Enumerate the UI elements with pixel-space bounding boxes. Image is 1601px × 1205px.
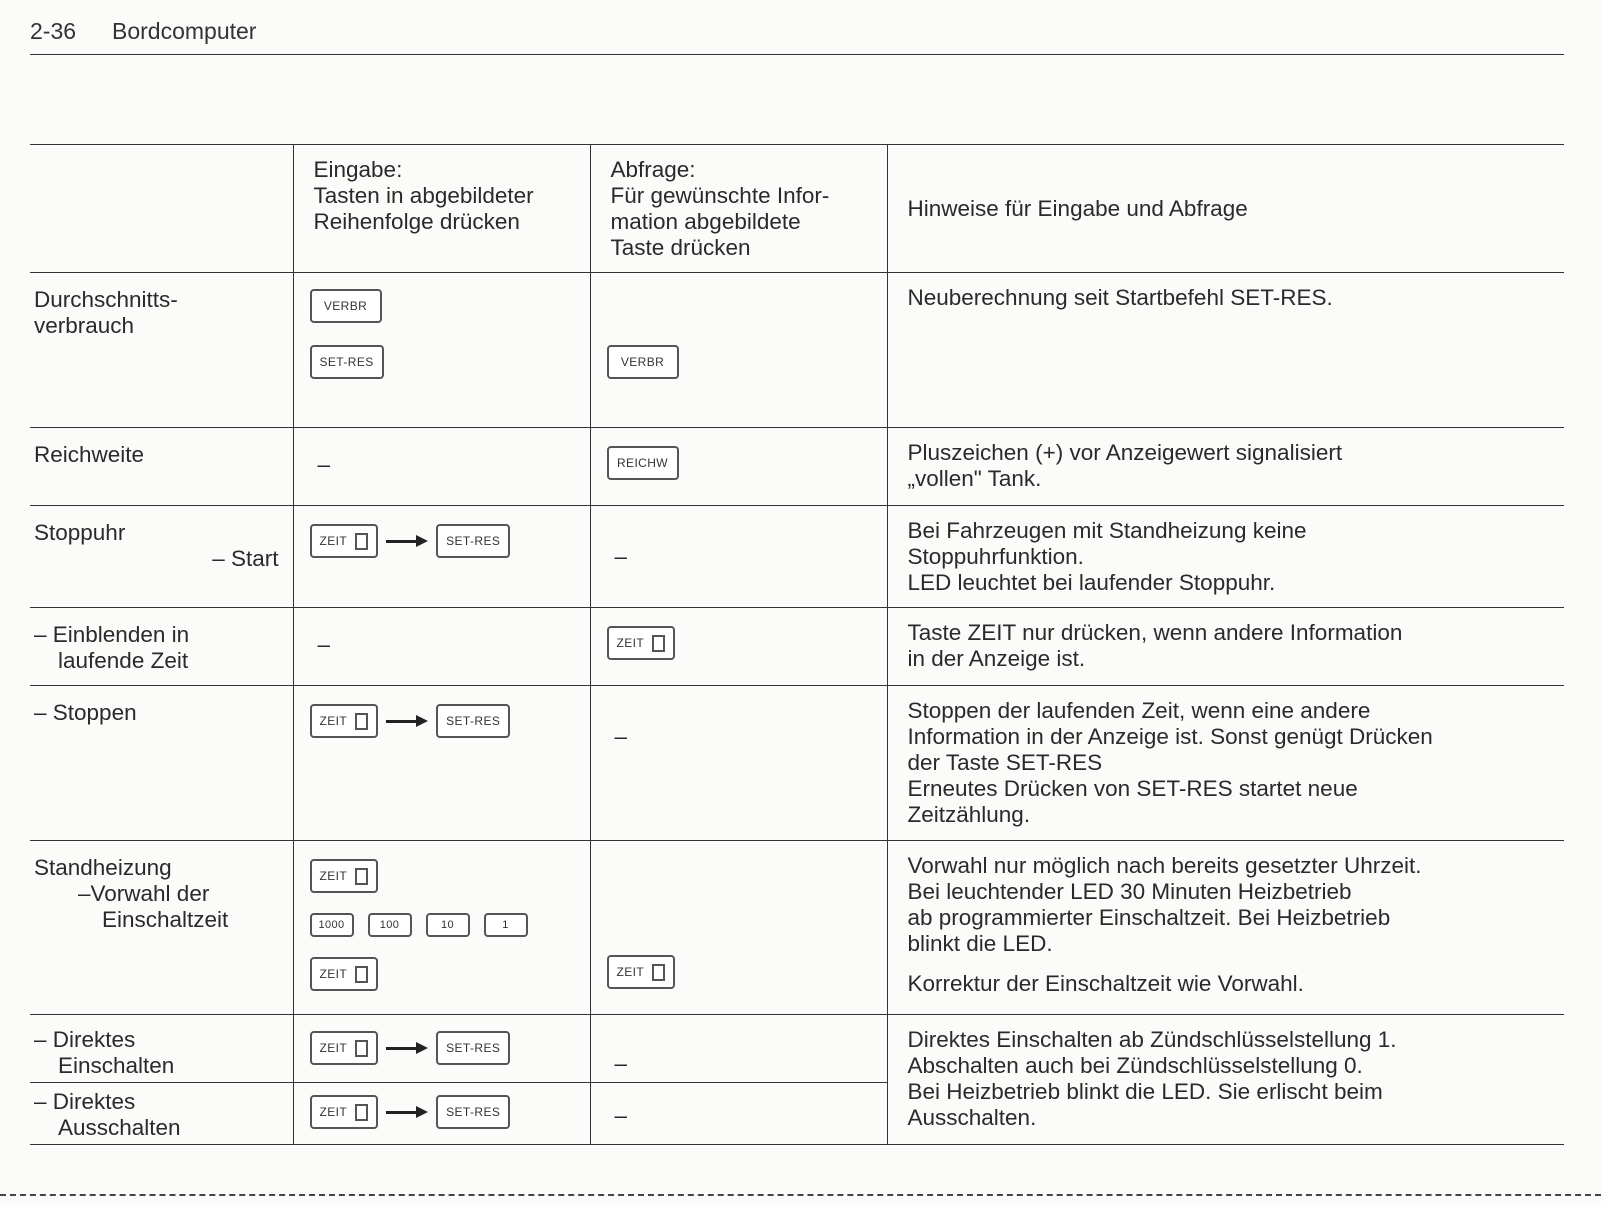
row-label-einblenden: – Einblenden in laufende Zeit <box>34 622 190 673</box>
row-label-stoppuhr: Stoppuhr – Start <box>34 520 279 571</box>
header-rule <box>30 54 1564 55</box>
table-header-row <box>30 145 1564 273</box>
eingabe-cell <box>293 1015 590 1083</box>
abfrage-cell <box>590 1015 887 1083</box>
eingabe-cell <box>293 1083 590 1145</box>
page-header <box>30 18 256 45</box>
arrow-right-icon <box>386 535 428 547</box>
eingabe-cell <box>293 428 590 506</box>
row-label-stoppen: – Stoppen <box>34 700 137 725</box>
key-10: 10 <box>426 913 470 937</box>
table-row <box>30 841 1564 1015</box>
zeit-key: ZEIT <box>310 1031 379 1065</box>
row-label-reichweite: Reichweite <box>34 442 145 467</box>
zeit-key: ZEIT <box>310 704 379 738</box>
note-cell: Taste ZEIT nur drücken, wenn andere Information in der Anzeige ist. <box>887 608 1564 686</box>
abfrage-cell <box>590 1083 887 1145</box>
set-res-key: SET-RES <box>310 345 384 379</box>
note-cell: Pluszeichen (+) vor Anzeigewert signalisiert „vollen" Tank. <box>887 428 1564 506</box>
led-box-icon <box>355 1104 368 1121</box>
col-header-hinweise: Hinweise für Eingabe und Abfrage <box>887 145 1564 273</box>
abfrage-cell <box>590 841 887 1015</box>
zeit-key: ZEIT <box>310 524 379 558</box>
eingabe-cell <box>293 841 590 1015</box>
set-res-key: SET-RES <box>436 704 510 738</box>
row-label-direkt-aus: – Direktes Ausschalten <box>34 1089 181 1140</box>
led-box-icon <box>652 964 665 981</box>
col-header-abfrage: Abfrage: Für gewünschte Infor- mation abgebildete Taste drücken <box>590 145 887 273</box>
note-cell: Bei Fahrzeugen mit Standheizung keine Stoppuhrfunktion. LED leuchtet bei laufender Stoppuhr. <box>887 506 1564 608</box>
row-label-direkt-ein: – Direktes Einschalten <box>34 1027 175 1078</box>
set-res-key: SET-RES <box>436 1031 510 1065</box>
zeit-key: ZEIT <box>607 955 676 989</box>
led-box-icon <box>652 635 665 652</box>
table-row <box>30 608 1564 686</box>
dash: – <box>614 1051 628 1076</box>
table-row <box>30 1015 1564 1083</box>
key-1: 1 <box>484 913 528 937</box>
table-row <box>30 273 1564 428</box>
table-row <box>30 686 1564 841</box>
set-res-key: SET-RES <box>436 524 510 558</box>
empty-corner-cell <box>30 145 293 273</box>
dash: – <box>317 632 331 657</box>
zeit-key: ZEIT <box>310 1095 379 1129</box>
key-1000: 1000 <box>310 913 354 937</box>
arrow-right-icon <box>386 1042 428 1054</box>
led-box-icon <box>355 966 368 983</box>
table-row <box>30 428 1564 506</box>
function-table <box>30 144 1564 1145</box>
page-number: 2-36 <box>30 18 77 44</box>
note-cell: Neuberechnung seit Startbefehl SET-RES. <box>887 273 1564 428</box>
verbr-key: VERBR <box>607 345 679 379</box>
eingabe-cell <box>293 608 590 686</box>
verbr-key: VERBR <box>310 289 382 323</box>
eingabe-cell <box>293 506 590 608</box>
abfrage-cell <box>590 428 887 506</box>
key-100: 100 <box>368 913 412 937</box>
col-header-eingabe: Eingabe: Tasten in abgebildeter Reihenfolge drücken <box>293 145 590 273</box>
arrow-right-icon <box>386 1106 428 1118</box>
zeit-key: ZEIT <box>310 859 379 893</box>
note-cell: Stoppen der laufenden Zeit, wenn eine andere Information in der Anzeige ist. Sonst genügt Drücken der Taste SET-RES Erneutes Drücken von SET-RES startet neue Zeitzählung. <box>887 686 1564 841</box>
note-cell: Vorwahl nur möglich nach bereits gesetzter Uhrzeit. Bei leuchtender LED 30 Minuten Heizbetrieb ab programmierter Einschaltzeit. Bei Heizbetrieb blinkt die LED. Korrektur der Einschaltzeit wie Vorwahl. <box>887 841 1564 1015</box>
reichw-key: REICHW <box>607 446 679 480</box>
dash: – <box>614 544 628 569</box>
abfrage-cell <box>590 686 887 841</box>
row-label-verbrauch: Durchschnitts- verbrauch <box>34 287 178 338</box>
arrow-right-icon <box>386 715 428 727</box>
zeit-key: ZEIT <box>607 626 676 660</box>
abfrage-cell <box>590 506 887 608</box>
led-box-icon <box>355 713 368 730</box>
set-res-key: SET-RES <box>436 1095 510 1129</box>
page-bottom-rule <box>0 1194 1601 1196</box>
led-box-icon <box>355 533 368 550</box>
led-box-icon <box>355 1040 368 1057</box>
table-row <box>30 506 1564 608</box>
abfrage-cell <box>590 608 887 686</box>
zeit-key: ZEIT <box>310 957 379 991</box>
abfrage-cell <box>590 273 887 428</box>
eingabe-cell <box>293 686 590 841</box>
dash: – <box>614 1103 628 1128</box>
section-title: Bordcomputer <box>112 18 257 44</box>
led-box-icon <box>355 868 368 885</box>
dash: – <box>317 452 331 477</box>
note-cell: Direktes Einschalten ab Zündschlüsselstellung 1. Abschalten auch bei Zündschlüsselstellung 0. Bei Heizbetrieb blinkt die LED. Sie erlischt beim Ausschalten. <box>887 1015 1564 1145</box>
dash: – <box>614 724 628 749</box>
row-label-standheizung: Standheizung –Vorwahl der Einschaltzeit <box>34 855 229 932</box>
eingabe-cell <box>293 273 590 428</box>
